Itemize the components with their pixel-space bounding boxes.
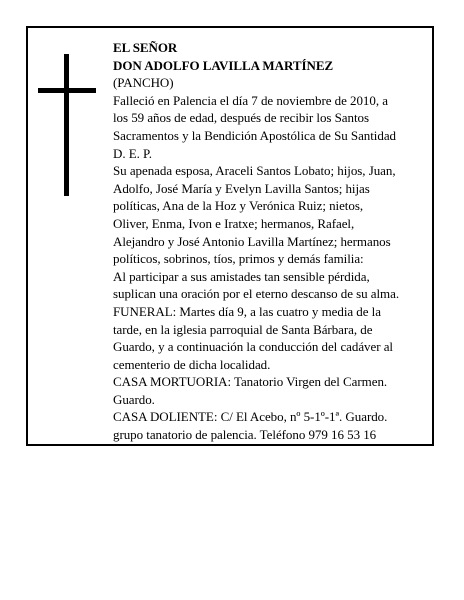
cross-icon: [38, 54, 96, 196]
obituary-title: EL SEÑOR: [113, 40, 178, 55]
prayer-request-line: Al participar a sus amistades tan sensible pérdida,: [113, 268, 370, 284]
cross-vertical-bar: [64, 54, 69, 196]
family-home-line: CASA DOLIENTE: C/ El Acebo, nº 5-1º-1ª. Guardo.: [113, 409, 388, 425]
funeral-line: cementerio de dicha localidad.: [113, 356, 271, 372]
funeral-home-contact-line: grupo tanatorio de palencia. Teléfono 979 16 53 16: [113, 427, 377, 443]
family-line: políticas, Ana de la Hoz y Verónica Ruiz; nietos,: [113, 198, 364, 214]
death-notice-line: Falleció en Palencia el día 7 de noviembre de 2010, a: [113, 92, 388, 108]
death-notice-line: los 59 años de edad, después de recibir los Santos: [113, 110, 370, 126]
obituary-text: [113, 39, 423, 444]
rip-line: D. E. P.: [113, 145, 152, 161]
family-line: Alejandro y José Antonio Lavilla Martínez; hermanos: [113, 233, 391, 249]
funeral-line: Guardo, y a continuación la conducción del cadáver al: [113, 339, 393, 355]
mortuary-line: CASA MORTUORIA: Tanatorio Virgen del Carmen.: [113, 374, 388, 390]
family-line: Adolfo, José María y Evelyn Lavilla Santos; hijas: [113, 180, 370, 196]
mortuary-line: Guardo.: [113, 391, 155, 407]
family-line: políticos, sobrinos, tíos, primos y demás familia:: [113, 251, 364, 267]
death-notice-line: Sacramentos y la Bendición Apostólica de Su Santidad: [113, 127, 396, 143]
funeral-line: FUNERAL: Martes día 9, a las cuatro y media de la: [113, 303, 381, 319]
cross-horizontal-bar: [38, 88, 96, 93]
family-line: Oliver, Enma, Ivon e Iratxe; hermanos, Rafael,: [113, 215, 355, 231]
family-line: Su apenada esposa, Araceli Santos Lobato; hijos, Juan,: [113, 163, 396, 179]
funeral-line: tarde, en la iglesia parroquial de Santa Bárbara, de: [113, 321, 373, 337]
deceased-nickname: (PANCHO): [113, 75, 174, 91]
prayer-request-line: suplican una oración por el eterno descanso de su alma.: [113, 286, 400, 302]
deceased-name: DON ADOLFO LAVILLA MARTÍNEZ: [113, 57, 334, 73]
